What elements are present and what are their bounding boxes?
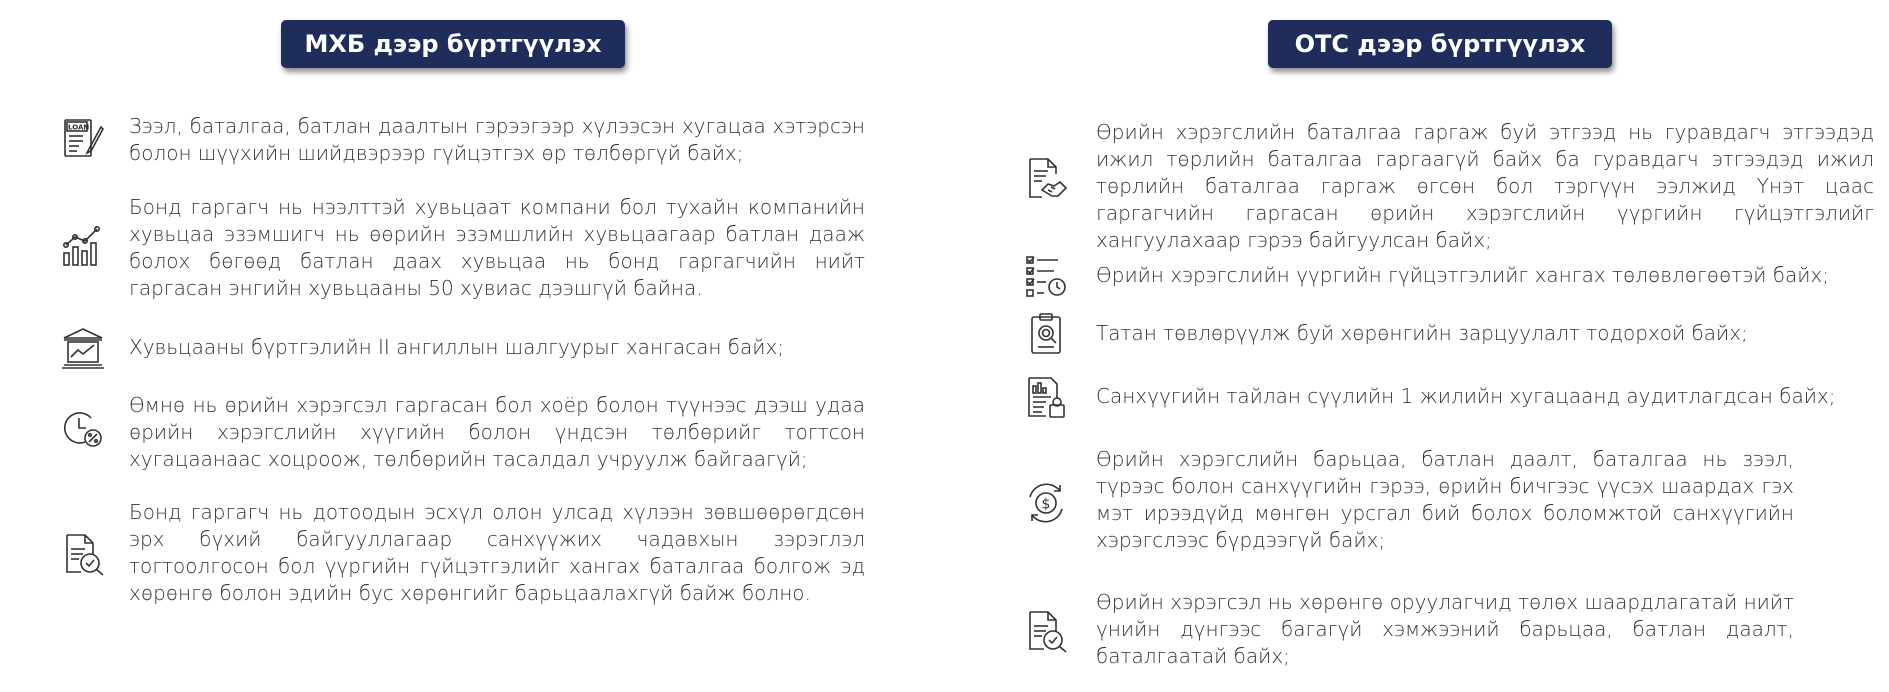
otc-requirement-6: Өрийн хэрэгсэл нь хөрөнгө оруулагчид төлөх шаардлагатай нийт үнийн дүнгээс багагүй хэмжээний барьцаа, батлан даалт, баталгаатай байх; <box>1096 590 1794 668</box>
document-verified-icon <box>1021 606 1071 656</box>
mxb-requirement-3: Хувьцааны бүртгэлийн II ангиллын шалгуурыг хангасан байх; <box>129 335 785 359</box>
otc-requirement-2: Өрийн хэрэгслийн үүргийн гүйцэтгэлийг хангах төлөвлөгөөтэй байх; <box>1096 263 1830 287</box>
otc-requirement-5: Өрийн хэрэгслийн барьцаа, батлан даалт, баталгаа нь зээл, түрээс болон санхүүгийн гэрээ, өрийн бичгээс үүсэх шаардах гэх мэт ирээдүйд мөнгөн урсгал бий болох боломжтой санхүүгийн хэрэгслээс бүрдээгүй байх; <box>1096 447 1794 552</box>
mxb-requirement-2: Бонд гаргагч нь нээлттэй хувьцаат компани бол тухайн компанийн хувьцаа эзэмшигч нь өөрийн эзэмшлийн хувьцаагаар батлан дааж болох бөгөөд батлан даах хувьцаа нь бонд гаргагчийн нийт гаргасан энгийн хувьцааны 50 хувиас дээшгүй байна. <box>129 195 865 300</box>
financial-report-icon <box>1021 372 1071 422</box>
mxb-requirement-4: Өмнө нь өрийн хэрэгсэл гаргасан бол хоёр болон түүнээс дээш удаа өрийн хэрэгслийн хүүгийн болон үндсэн төлбөрийг тогтсон хугацаанаас хоцроож, төлбөрийн тасалдал учруулж байгаагүй; <box>129 393 865 471</box>
otc-requirement-4: Санхүүгийн тайлан сүүлийн 1 жилийн хугацаанд аудитлагдсан байх; <box>1096 384 1836 408</box>
otc-section-title: OTC дээр бүртгүүлэх <box>1268 20 1612 68</box>
stock-exchange-icon <box>58 323 108 373</box>
clock-percent-icon <box>58 403 108 453</box>
svg-text:$: $ <box>1041 496 1051 513</box>
mxb-requirement-1: Зээл, баталгаа, батлан даалтын гэрээгээр хүлээсэн хугацаа хэтэрсэн болон шүүхийн шийдвэрээр гүйцэтгэх өр төлбөргүй байх; <box>129 114 865 165</box>
otc-requirement-3: Татан төвлөрүүлж буй хөрөнгийн зарцуулалт тодорхой байх; <box>1096 321 1748 345</box>
contract-handshake-icon <box>1021 153 1071 203</box>
loan-document-icon <box>58 114 108 164</box>
audit-search-icon <box>1021 310 1071 360</box>
otc-requirement-1: Өрийн хэрэгслийн баталгаа гаргаж буй этгээд нь гуравдагч этгээдэд ижил төрлийн баталгаа гаргаагүй байх ба гуравдагч этгээдэд ижил төрлийн баталгаа гаргаж өгсөн бол тэргүүн ээлжид Үнэт цаас гаргагчийн гаргасан өрийн хэрэгслийн үүргийн гүйцэтгэлийг хангуулахаар гэрээ байгуулсан байх; <box>1096 120 1874 252</box>
mxb-requirement-5: Бонд гаргагч нь дотоодын эсхүл олон улсад хүлээн зөвшөөрөгдсөн эрх бүхий байгууллагаар санхүүжих чадавхын зэрэглэл тогтоолгосон бол үүргийн гүйцэтгэлийг хангах баталгаа болгож эд хөрөнгө болон эдийн бус хөрөнгийг барьцаалахгүй байж болно. <box>129 500 865 605</box>
mxb-section-title: МХБ дээр бүртгүүлэх <box>281 20 625 68</box>
growth-chart-icon <box>58 220 108 270</box>
dollar-cycle-icon <box>1021 478 1071 528</box>
checklist-clock-icon <box>1021 251 1071 301</box>
svg-text:LOAN: LOAN <box>68 123 90 132</box>
document-verified-icon <box>58 529 108 579</box>
